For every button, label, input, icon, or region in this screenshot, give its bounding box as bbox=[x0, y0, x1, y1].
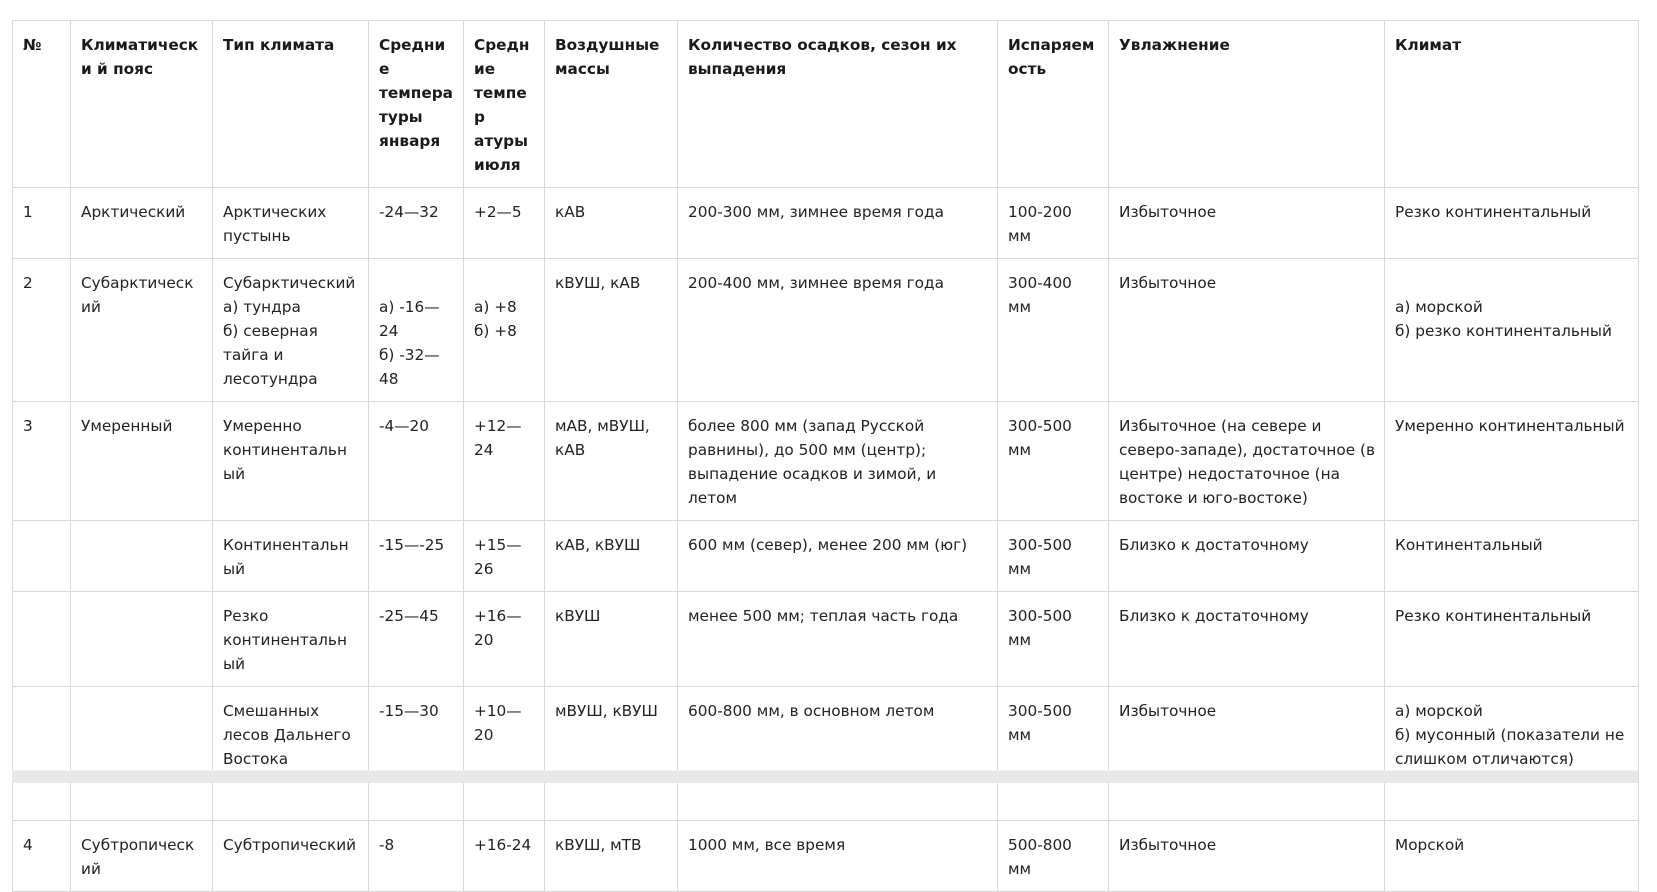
cell-line: а) +8 bbox=[474, 298, 517, 316]
table-row bbox=[13, 188, 1639, 259]
cell-july-temp bbox=[464, 259, 545, 402]
cell-evaporation: 300-400 мм bbox=[998, 259, 1109, 402]
cell-climate-belt: Субтропический bbox=[71, 821, 213, 892]
cell-january-temp: -4—20 bbox=[369, 402, 464, 521]
cell-january-temp: -15—-25 bbox=[369, 521, 464, 592]
cell-moisture: Избыточное bbox=[1109, 821, 1385, 892]
cell-climate: Резко континентальный bbox=[1385, 592, 1639, 687]
cell-moisture: Избыточное bbox=[1109, 259, 1385, 402]
cell-climate-type: Субтропический bbox=[213, 821, 369, 892]
cell-line: б) северная тайга и лесотундра bbox=[223, 322, 323, 388]
cell-precipitation: более 800 мм (запад Русской равнины), до 500 мм (центр); выпадение осадков и зимой, и летом bbox=[678, 402, 998, 521]
cell-climate: Умеренно континентальный bbox=[1385, 402, 1639, 521]
cell-precipitation: 600-800 мм, в основном летом bbox=[678, 687, 998, 821]
cell-moisture: Близко к достаточному bbox=[1109, 592, 1385, 687]
cell-evaporation: 100-200 мм bbox=[998, 188, 1109, 259]
cell-line: а) тундра bbox=[223, 298, 301, 316]
cell-moisture: Избыточное bbox=[1109, 188, 1385, 259]
table-row bbox=[13, 259, 1639, 402]
table-row bbox=[13, 521, 1639, 592]
cell-climate-type: Смешанных лесов Дальнего Востока bbox=[213, 687, 369, 821]
cell-air-masses: мАВ, мВУШ, кАВ bbox=[545, 402, 678, 521]
cell-evaporation: 300-500 мм bbox=[998, 402, 1109, 521]
cell-moisture: Близко к достаточному bbox=[1109, 521, 1385, 592]
cell-climate bbox=[1385, 687, 1639, 821]
cell-climate-type bbox=[213, 259, 369, 402]
cell-climate-type: Континентальный bbox=[213, 521, 369, 592]
cell-january-temp: -24—32 bbox=[369, 188, 464, 259]
cell-evaporation: 300-500 мм bbox=[998, 592, 1109, 687]
cell-january-temp: -25—45 bbox=[369, 592, 464, 687]
table-row bbox=[13, 402, 1639, 521]
cell-line: а) морской bbox=[1395, 702, 1483, 720]
table-row bbox=[13, 821, 1639, 892]
cell-line: а) -16—24 bbox=[379, 298, 440, 340]
header-climate-belt: Климатически й пояс bbox=[71, 21, 213, 188]
cell-january-temp: -8 bbox=[369, 821, 464, 892]
header-moisture: Увлажнение bbox=[1109, 21, 1385, 188]
cell-climate-belt bbox=[71, 592, 213, 687]
cell-climate bbox=[1385, 259, 1639, 402]
cell-climate-type: Арктических пустынь bbox=[213, 188, 369, 259]
cell-july-temp: +12—24 bbox=[464, 402, 545, 521]
cell-january-temp: -15—30 bbox=[369, 687, 464, 821]
cell-precipitation: 600 мм (север), менее 200 мм (юг) bbox=[678, 521, 998, 592]
cell-number: 1 bbox=[13, 188, 71, 259]
cell-air-masses: кВУШ, мТВ bbox=[545, 821, 678, 892]
cell-line: б) мусонный (показатели не слишком отличаются) bbox=[1395, 726, 1630, 768]
cell-number: 4 bbox=[13, 821, 71, 892]
cell-july-temp: +2—5 bbox=[464, 188, 545, 259]
cell-number: 2 bbox=[13, 259, 71, 402]
cell-july-temp: +16—20 bbox=[464, 592, 545, 687]
cell-number bbox=[13, 592, 71, 687]
header-precipitation: Количество осадков, сезон их выпадения bbox=[678, 21, 998, 188]
table-header-row bbox=[13, 21, 1639, 188]
cell-climate-type: Резко континентальный bbox=[213, 592, 369, 687]
climate-table bbox=[12, 20, 1639, 892]
header-july-temp: Средн ие темпер атуры июля bbox=[464, 21, 545, 188]
table-row bbox=[13, 687, 1639, 821]
cell-july-temp: +15—26 bbox=[464, 521, 545, 592]
cell-number bbox=[13, 521, 71, 592]
cell-air-masses: кАВ, кВУШ bbox=[545, 521, 678, 592]
cell-line: Субарктический bbox=[223, 274, 356, 292]
cell-july-temp: +16-24 bbox=[464, 821, 545, 892]
header-air-masses: Воздушные массы bbox=[545, 21, 678, 188]
cell-air-masses: кАВ bbox=[545, 188, 678, 259]
cell-precipitation: менее 500 мм; теплая часть года bbox=[678, 592, 998, 687]
cell-line: б) резко континентальный bbox=[1395, 322, 1612, 340]
cell-line: б) +8 bbox=[474, 322, 517, 340]
header-january-temp: Средние темпера туры января bbox=[369, 21, 464, 188]
cell-line: а) морской bbox=[1395, 298, 1483, 316]
cell-climate-belt: Арктический bbox=[71, 188, 213, 259]
climate-table-container bbox=[12, 20, 1638, 892]
cell-precipitation: 200-400 мм, зимнее время года bbox=[678, 259, 998, 402]
header-climate: Климат bbox=[1385, 21, 1639, 188]
header-climate-type: Тип климата bbox=[213, 21, 369, 188]
cell-evaporation: 300-500 мм bbox=[998, 521, 1109, 592]
cell-climate: Континентальный bbox=[1385, 521, 1639, 592]
cell-evaporation: 500-800 мм bbox=[998, 821, 1109, 892]
cell-air-masses: кВУШ, кАВ bbox=[545, 259, 678, 402]
cell-moisture: Избыточное bbox=[1109, 687, 1385, 821]
cell-climate-belt: Умеренный bbox=[71, 402, 213, 521]
cell-climate-type: Умеренно континентальный bbox=[213, 402, 369, 521]
cell-number bbox=[13, 687, 71, 821]
cell-number: 3 bbox=[13, 402, 71, 521]
cell-climate: Морской bbox=[1385, 821, 1639, 892]
cell-moisture: Избыточное (на севере и северо-западе), достаточное (в центре) недостаточное (на востоке и юго-востоке) bbox=[1109, 402, 1385, 521]
horizontal-scrollbar[interactable] bbox=[12, 770, 1638, 783]
cell-air-masses: кВУШ bbox=[545, 592, 678, 687]
header-evaporation: Испаряем ость bbox=[998, 21, 1109, 188]
cell-january-temp bbox=[369, 259, 464, 402]
cell-precipitation: 1000 мм, все время bbox=[678, 821, 998, 892]
cell-air-masses: мВУШ, кВУШ bbox=[545, 687, 678, 821]
header-number: № bbox=[13, 21, 71, 188]
cell-climate-belt bbox=[71, 521, 213, 592]
cell-line: б) -32—48 bbox=[379, 346, 440, 388]
cell-climate: Резко континентальный bbox=[1385, 188, 1639, 259]
table-row bbox=[13, 592, 1639, 687]
cell-precipitation: 200-300 мм, зимнее время года bbox=[678, 188, 998, 259]
cell-july-temp: +10—20 bbox=[464, 687, 545, 821]
cell-climate-belt: Субарктический bbox=[71, 259, 213, 402]
cell-evaporation: 300-500 мм bbox=[998, 687, 1109, 821]
cell-climate-belt bbox=[71, 687, 213, 821]
